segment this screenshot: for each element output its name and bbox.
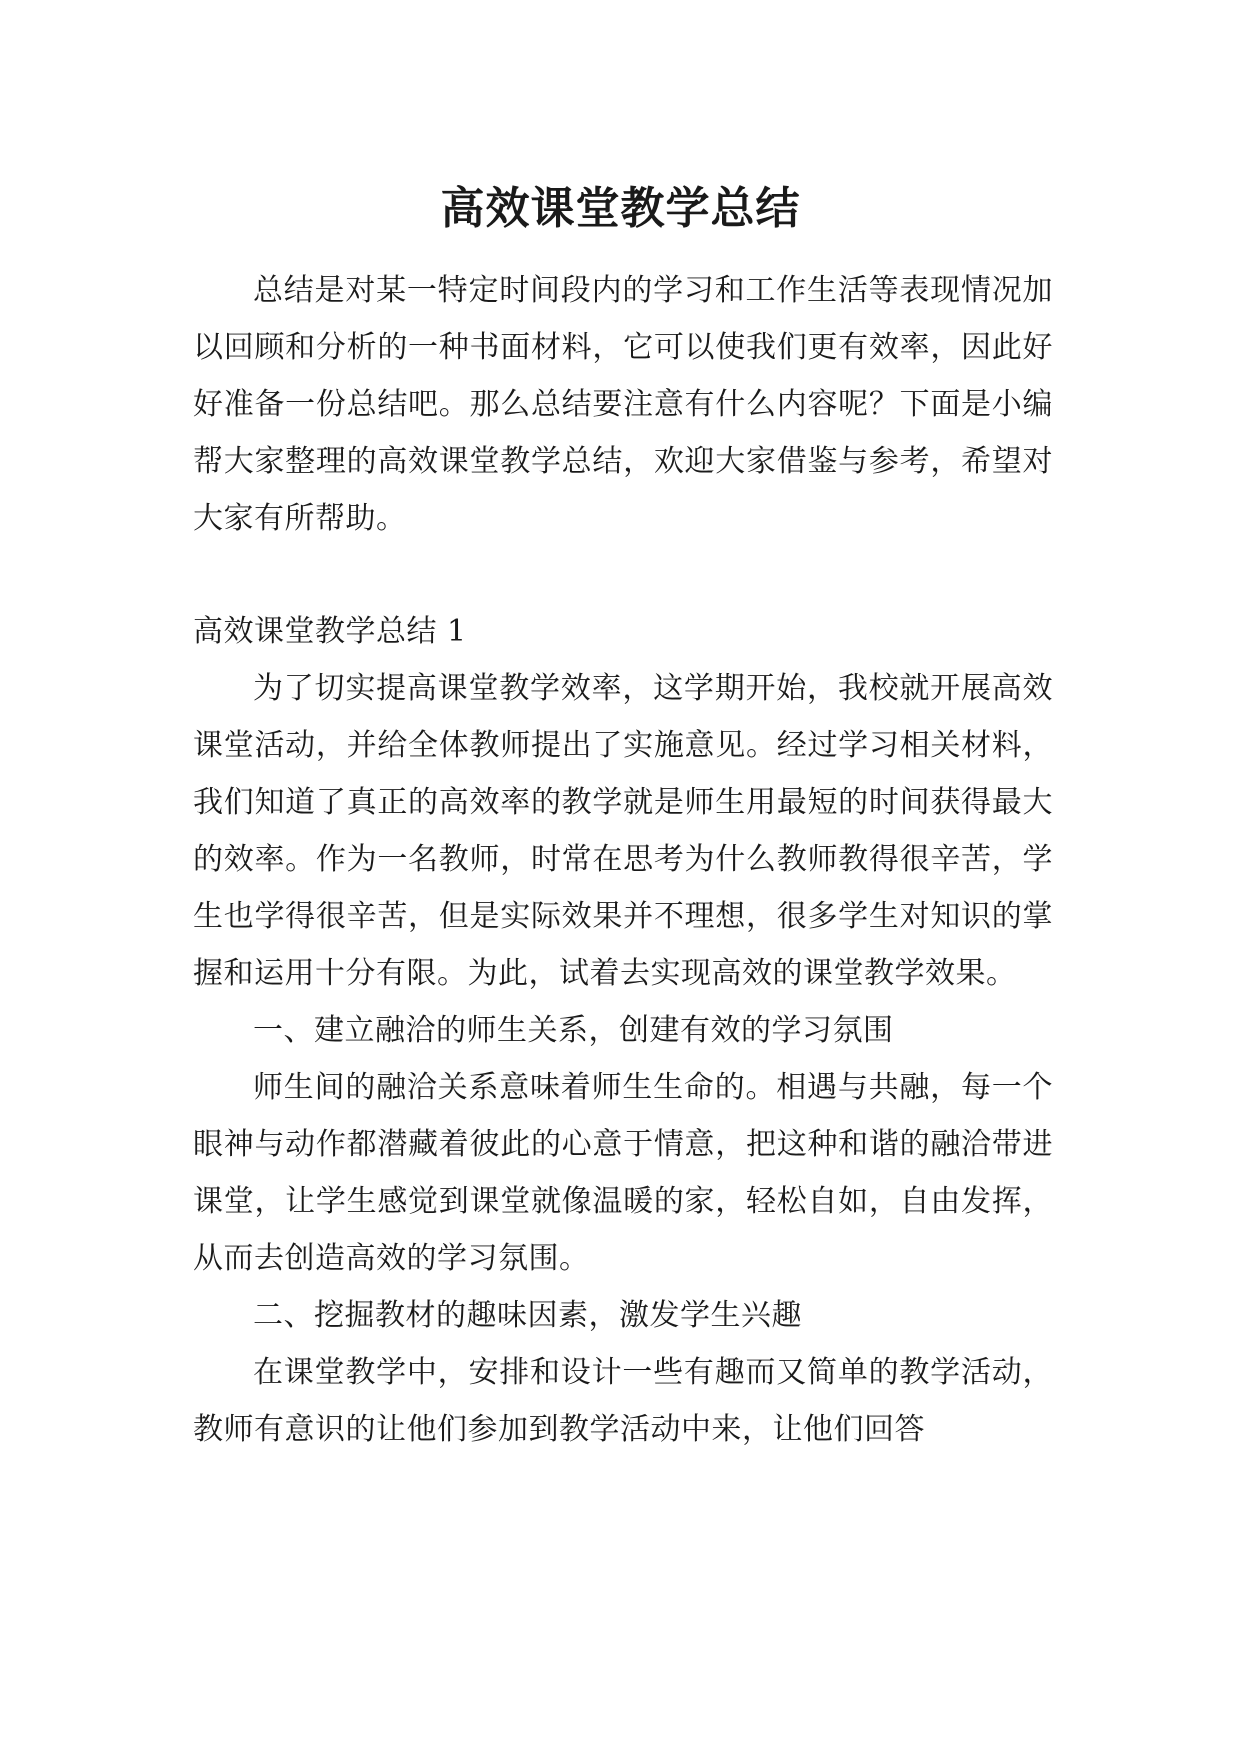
intro-paragraph: 总结是对某一特定时间段内的学习和工作生活等表现情况加以回顾和分析的一种书面材料，它可以使我们更有效率，因此好好准备一份总结吧。那么总结要注意有什么内容呢？下面是小编帮大家整理的高效课堂教学总结，欢迎大家借鉴与参考，希望对大家有所帮助。: [193, 273, 1053, 536]
section-heading: 高效课堂教学总结 1: [193, 614, 467, 649]
subheading-2: 二、挖掘教材的趣味因素，激发学生兴趣: [253, 1298, 802, 1333]
paragraph-gap: [193, 547, 1053, 603]
body-paragraph-3: 在课堂教学中，安排和设计一些有趣而又简单的教学活动，教师有意识的让他们参加到教学活动中来，让他们回答: [193, 1355, 1053, 1447]
document-title: 高效课堂教学总结: [440, 183, 801, 235]
body-paragraph-1: 为了切实提高课堂教学效率，这学期开始，我校就开展高效课堂活动，并给全体教师提出了实施意见。经过学习相关材料，我们知道了真正的高效率的教学就是师生用最短的时间获得最大的效率。作为一名教师，时常在思考为什么教师教得很辛苦，学生也学得很辛苦，但是实际效果并不理想，很多学生对知识的掌握和运用十分有限。为此，试着去实现高效的课堂教学效果。: [193, 671, 1053, 991]
document-body: [193, 262, 1053, 1458]
subheading-1: 一、建立融洽的师生关系，创建有效的学习氛围: [253, 1013, 894, 1048]
body-paragraph-2: 师生间的融洽关系意味着师生生命的。相遇与共融，每一个眼神与动作都潜藏着彼此的心意于情意，把这种和谐的融洽带进课堂，让学生感觉到课堂就像温暖的家，轻松自如，自由发挥，从而去创造高效的学习氛围。: [193, 1070, 1053, 1276]
